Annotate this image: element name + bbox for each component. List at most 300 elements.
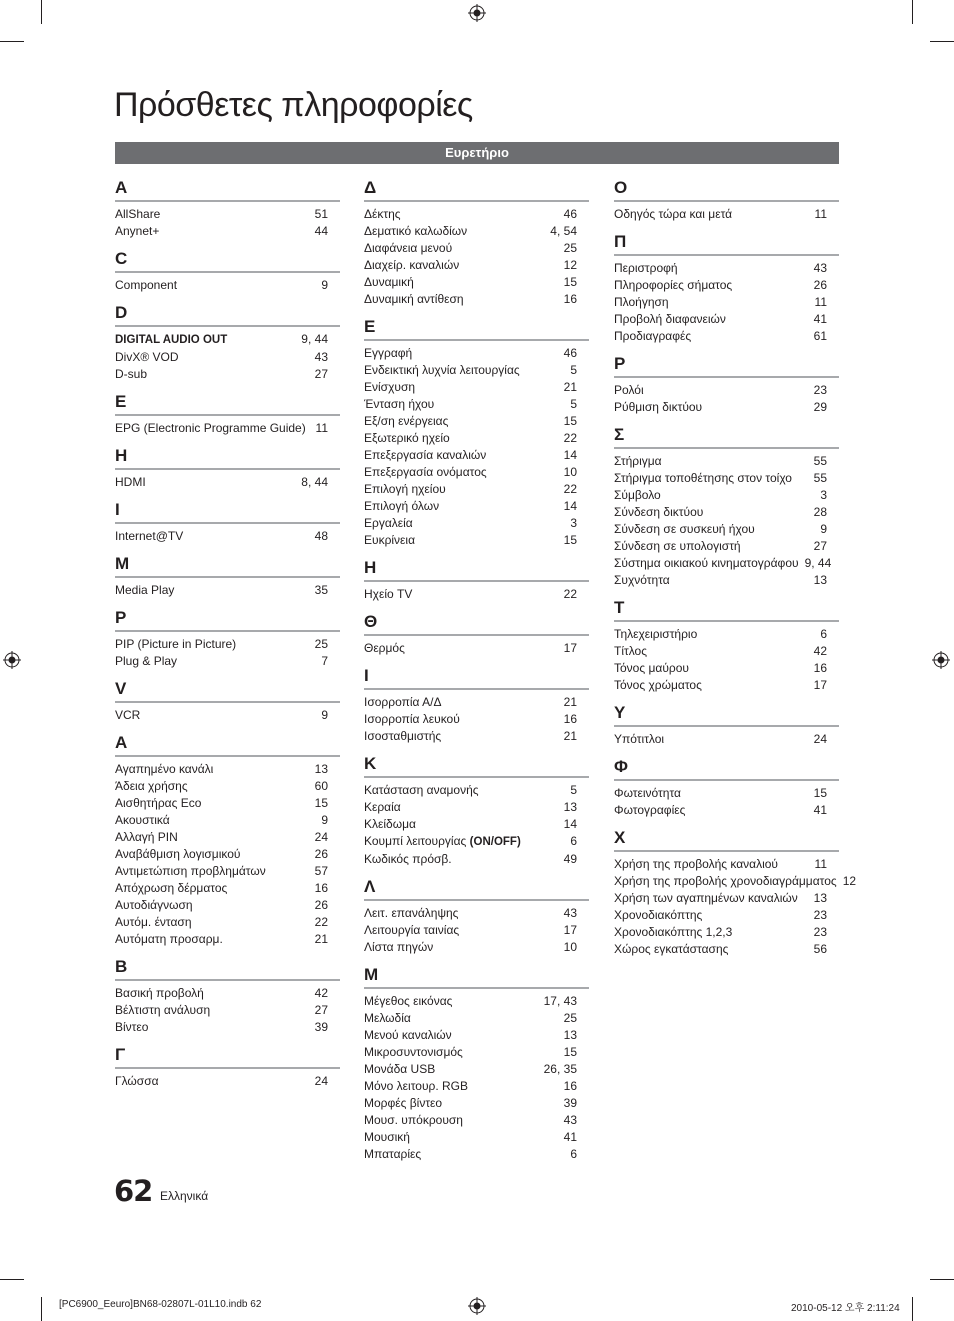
entry-term: [614, 453, 662, 470]
entry-term-text: DIGITAL AUDIO OUT: [115, 334, 228, 346]
entry-term-text: Βέλτιστη ανάλυση: [115, 1003, 211, 1017]
entry-term-text: Μπαταρίες: [364, 1147, 422, 1161]
section-letter: E: [115, 392, 127, 411]
entry-list: [614, 731, 839, 748]
entry-term-text: Ενίσχυση: [364, 380, 416, 394]
entry-term: [115, 474, 146, 491]
index-section: [115, 247, 340, 294]
index-section: [115, 1043, 340, 1090]
index-entry: [614, 873, 857, 890]
entry-page: 6: [820, 627, 827, 641]
entry-term: [364, 922, 459, 939]
entry-term: [115, 897, 193, 914]
section-divider: [614, 779, 839, 781]
index-entry: [364, 851, 577, 868]
entry-page: 22: [314, 915, 328, 929]
section-letter: Λ: [364, 877, 376, 896]
entry-term-text: Προδιαγραφές: [614, 329, 692, 343]
entry-term: [614, 294, 669, 311]
entry-page: 25: [314, 637, 328, 651]
entry-term-text: Χρονοδιακόπτης: [614, 908, 703, 922]
entry-term-text: Media Play: [115, 583, 175, 597]
index-entry: [115, 223, 328, 240]
entry-page: 11: [814, 207, 827, 221]
section-divider: [364, 200, 589, 202]
entry-page: 21: [314, 932, 328, 946]
entry-page: 49: [563, 852, 577, 866]
entry-page: 9: [321, 813, 328, 827]
entry-page: 9: [321, 278, 328, 292]
index-entry: [614, 572, 827, 589]
entry-list: [364, 345, 589, 549]
index-section: [364, 176, 589, 308]
entry-term: [115, 1002, 210, 1019]
entry-list: [614, 206, 839, 223]
entry-term-text: Λειτ. επανάληψης: [364, 906, 459, 920]
index-entry: [364, 1078, 577, 1095]
registration-mark-icon: [932, 651, 950, 669]
entry-term-text: Μουσική: [364, 1130, 410, 1144]
entry-term-text: Σύνδεση σε υπολογιστή: [614, 539, 741, 553]
index-entry: [364, 922, 577, 939]
section-letter: V: [115, 679, 127, 698]
entry-term: [614, 731, 664, 748]
entry-list: [115, 420, 340, 437]
index-entry: [115, 778, 328, 795]
index-column-3: [614, 176, 857, 965]
entry-list: [614, 453, 839, 589]
entry-list: [364, 782, 589, 868]
entry-term-text: Διαχείρ. καναλιών: [364, 258, 460, 272]
entry-page: 46: [563, 207, 577, 221]
entry-list: [614, 856, 857, 958]
index-section: [115, 552, 340, 599]
entry-term: [614, 555, 799, 572]
index-entry: [115, 795, 328, 812]
entry-page: 9: [820, 522, 827, 536]
index-entry: [364, 481, 577, 498]
entry-term-text: Μονάδα USB: [364, 1062, 436, 1076]
entry-page: 22: [563, 431, 577, 445]
entry-term-text: AllShare: [115, 207, 161, 221]
entry-list: [614, 626, 839, 694]
entry-term-text: Τόνος χρώματος: [614, 678, 702, 692]
index-entry: [115, 349, 328, 366]
entry-term-bold: (ON/OFF): [469, 836, 521, 848]
entry-term: [614, 890, 798, 907]
index-entry: [614, 890, 827, 907]
entry-term-text: Anynet+: [115, 224, 160, 238]
entry-term: [115, 349, 179, 366]
registration-mark-icon: [3, 651, 21, 669]
entry-term: [364, 1146, 421, 1163]
entry-term-text: Μενού καναλιών: [364, 1028, 452, 1042]
entry-list: [364, 993, 589, 1163]
index-section: [364, 752, 589, 868]
entry-term: [364, 532, 415, 549]
entry-term: [115, 985, 204, 1002]
entry-term-text: Αισθητήρας Eco: [115, 796, 202, 810]
section-divider: [115, 522, 340, 524]
entry-term: [364, 481, 446, 498]
entry-page: 21: [563, 729, 577, 743]
entry-term-text: Μουσ. υπόκρουση: [364, 1113, 463, 1127]
entry-term-text: Αυτόματη προσαρμ.: [115, 932, 223, 946]
entry-term: [614, 487, 661, 504]
section-letter: Γ: [115, 1045, 126, 1064]
entry-term: [364, 362, 520, 379]
entry-term: [364, 447, 486, 464]
index-entry: [614, 677, 827, 694]
entry-list: [115, 277, 340, 294]
index-entry: [614, 521, 827, 538]
section-divider: [614, 376, 839, 378]
entry-term: [364, 1061, 435, 1078]
entry-page: 16: [563, 1079, 577, 1093]
entry-term: [614, 802, 685, 819]
index-entry: [364, 694, 577, 711]
index-entry: [115, 1002, 328, 1019]
entry-page: 16: [563, 292, 577, 306]
entry-term: [115, 707, 140, 724]
entry-term-text: Αυτοδιάγνωση: [115, 898, 193, 912]
entry-term: [614, 470, 792, 487]
section-letter: A: [115, 178, 128, 197]
section-letter: D: [115, 303, 128, 322]
entry-page: 13: [563, 1028, 577, 1042]
crop-mark: [41, 0, 42, 24]
entry-page: 6: [570, 834, 577, 848]
entry-page: 27: [813, 539, 827, 553]
index-entry: [364, 498, 577, 515]
entry-term-text: Πληροφορίες σήματος: [614, 278, 733, 292]
entry-term: [364, 291, 464, 308]
entry-page: 26: [314, 847, 328, 861]
section-divider: [115, 755, 340, 757]
index-section: [614, 596, 839, 694]
entry-term-text: Δέκτης: [364, 207, 401, 221]
entry-term: [115, 331, 227, 349]
entry-list: [364, 586, 589, 603]
entry-page: 44: [314, 224, 328, 238]
entry-page: 9, 44: [301, 332, 328, 346]
section-divider: [364, 987, 589, 989]
section-divider: [115, 468, 340, 470]
entry-page: 27: [314, 367, 328, 381]
entry-page: 15: [563, 533, 577, 547]
section-divider: [364, 580, 589, 582]
entry-list: [364, 694, 589, 745]
entry-term-text: Βίντεο: [115, 1020, 149, 1034]
entry-term-text: Αλλαγή PIN: [115, 830, 178, 844]
section-letter: Ι: [364, 666, 369, 685]
entry-term: [364, 799, 401, 816]
index-entry: [115, 761, 328, 778]
index-entry: [115, 985, 328, 1002]
index-entry: [614, 328, 827, 345]
entry-term: [115, 829, 178, 846]
section-letter: Σ: [614, 425, 625, 444]
entry-page: 43: [563, 1113, 577, 1127]
entry-term: [364, 274, 414, 291]
entry-term-text: Ακουστικά: [115, 813, 170, 827]
entry-list: [614, 260, 839, 345]
index-section: [364, 556, 589, 603]
entry-term-text: Μέγεθος εικόνας: [364, 994, 453, 1008]
entry-term-text: Εξ/ση ενέργειας: [364, 414, 449, 428]
entry-term-text: Στήριγμα τοποθέτησης στον τοίχο: [614, 471, 792, 485]
entry-term-text: Εγγραφή: [364, 346, 413, 360]
entry-page: 43: [314, 350, 328, 364]
index-section: [364, 664, 589, 745]
entry-term-text: Οδηγός τώρα και μετά: [614, 207, 733, 221]
entry-page: 9, 44: [804, 556, 832, 570]
entry-term-text: Μελωδία: [364, 1011, 411, 1025]
index-entry: [115, 897, 328, 914]
entry-term: [614, 521, 755, 538]
entry-term: [364, 939, 433, 956]
entry-term: [364, 413, 448, 430]
section-letter: Μ: [364, 965, 379, 984]
entry-page: 26: [813, 278, 827, 292]
entry-page: 3: [570, 516, 577, 530]
entry-term-text: Απόχρωση δέρματος: [115, 881, 228, 895]
index-entry: [614, 643, 827, 660]
entry-page: 55: [813, 454, 827, 468]
entry-term: [115, 366, 147, 383]
entry-term: [115, 795, 201, 812]
entry-page: 39: [314, 1020, 328, 1034]
entry-term: [614, 206, 732, 223]
entry-page: 23: [813, 383, 827, 397]
section-divider: [115, 271, 340, 273]
entry-page: 28: [813, 505, 827, 519]
entry-term: [614, 873, 837, 890]
entry-term: [614, 260, 678, 277]
entry-list: [614, 785, 839, 819]
entry-term: [364, 993, 452, 1010]
entry-term: [115, 582, 174, 599]
entry-term: [364, 498, 439, 515]
entry-page: 5: [570, 397, 577, 411]
entry-term-text: Επεξεργασία ονόματος: [364, 465, 487, 479]
section-divider: [115, 701, 340, 703]
entry-term-text: Ένταση ήχου: [364, 397, 435, 411]
entry-page: 60: [314, 779, 328, 793]
index-entry: [364, 223, 577, 240]
entry-term-text: Τηλεχειριστήριο: [614, 627, 698, 641]
index-section: [364, 963, 589, 1163]
entry-term: [614, 311, 726, 328]
index-entry: [364, 291, 577, 308]
entry-page: 15: [563, 1045, 577, 1059]
crop-mark: [41, 1297, 42, 1321]
section-divider: [364, 776, 589, 778]
index-entry: [364, 640, 577, 657]
entry-page: 5: [570, 783, 577, 797]
section-letter: Ε: [364, 317, 376, 336]
entry-term-text: Επεξεργασία καναλιών: [364, 448, 487, 462]
entry-page: 41: [813, 312, 827, 326]
entry-page: 13: [813, 891, 827, 905]
entry-term: [364, 396, 434, 413]
entry-term-text: Κατάσταση αναμονής: [364, 783, 479, 797]
entry-page: 24: [314, 1074, 328, 1088]
section-letter: Φ: [614, 757, 628, 776]
section-divider: [115, 630, 340, 632]
entry-page: 11: [315, 421, 328, 435]
index-section: [115, 176, 340, 240]
entry-term: [364, 711, 460, 728]
entry-term: [115, 277, 177, 294]
entry-term-text: Σύνδεση δικτύου: [614, 505, 704, 519]
entry-term: [614, 328, 691, 345]
entry-term-text: Ηχείο TV: [364, 587, 413, 601]
index-entry: [115, 1019, 328, 1036]
entry-term: [115, 528, 183, 545]
index-entry: [364, 430, 577, 447]
entry-term-text: Plug & Play: [115, 654, 178, 668]
entry-list: [115, 331, 340, 383]
index-entry: [614, 856, 827, 873]
entry-term: [614, 277, 732, 294]
entry-term: [364, 782, 479, 799]
entry-list: [364, 640, 589, 657]
entry-page: 6: [570, 1147, 577, 1161]
entry-page: 7: [321, 654, 328, 668]
index-entry: [614, 277, 827, 294]
entry-term-text: Πλοήγηση: [614, 295, 669, 309]
entry-list: [115, 707, 340, 724]
entry-page: 51: [314, 207, 328, 221]
index-section: [364, 875, 589, 956]
entry-term: [614, 924, 732, 941]
index-entry: [364, 1044, 577, 1061]
entry-page: 42: [813, 644, 827, 658]
index-entry: [364, 905, 577, 922]
entry-term-text: Σύστημα οικιακού κινηματογράφου: [614, 556, 799, 570]
index-entry: [614, 487, 827, 504]
section-letter: C: [115, 249, 128, 268]
entry-term-text: Φωτεινότητα: [614, 786, 681, 800]
entry-term: [364, 1044, 463, 1061]
entry-term-text: VCR: [115, 708, 141, 722]
entry-term: [115, 863, 266, 880]
entry-list: [115, 1073, 340, 1090]
entry-term-text: Δυναμική: [364, 275, 414, 289]
entry-term: [614, 643, 647, 660]
crop-mark: [912, 0, 913, 24]
index-section: [614, 423, 839, 589]
section-divider: [115, 576, 340, 578]
section-letter: Α: [115, 733, 128, 752]
entry-page: 16: [314, 881, 328, 895]
entry-term-text: Κουμπί λειτουργίας: [364, 834, 467, 848]
entry-term-text: Αντιμετώπιση προβλημάτων: [115, 864, 266, 878]
index-entry: [364, 1027, 577, 1044]
entry-term-text: Μικροσυντονισμός: [364, 1045, 463, 1059]
entry-page: 11: [814, 295, 827, 309]
entry-term: [364, 586, 412, 603]
index-entry: [614, 907, 827, 924]
entry-term: [115, 653, 177, 670]
entry-page: 11: [814, 857, 827, 871]
entry-term: [115, 206, 160, 223]
crop-mark: [0, 41, 24, 42]
entry-term: [115, 1073, 159, 1090]
index-column-2: [364, 176, 589, 1170]
entry-term-text: Στήριγμα: [614, 454, 662, 468]
entry-term-text: Μορφές βίντεο: [364, 1096, 443, 1110]
entry-list: [115, 636, 340, 670]
entry-term-text: Δεματικό καλωδίων: [364, 224, 468, 238]
print-datetime: 2010-05-12 오후 2:11:24: [791, 1303, 900, 1314]
entry-page: 29: [813, 400, 827, 414]
entry-term-text: Χρήση της προβολής χρονοδιαγράμματος: [614, 874, 837, 888]
entry-term: [614, 941, 728, 958]
entry-term: [115, 778, 188, 795]
entry-term-text: Επιλογή ηχείου: [364, 482, 446, 496]
entry-term: [614, 907, 702, 924]
index-entry: [364, 362, 577, 379]
entry-page: 14: [563, 499, 577, 513]
entry-term-text: Κωδικός πρόσβ.: [364, 852, 452, 866]
index-entry: [115, 420, 328, 437]
index-section: [115, 390, 340, 437]
index-entry: [115, 528, 328, 545]
page-title: Πρόσθετες πληροφορίες: [114, 86, 473, 124]
entry-list: [115, 985, 340, 1036]
index-entry: [115, 707, 328, 724]
entry-page: 8, 44: [301, 475, 328, 489]
entry-page: 26, 35: [543, 1062, 577, 1076]
index-section: [364, 315, 589, 549]
entry-page: 55: [813, 471, 827, 485]
entry-list: [115, 582, 340, 599]
index-entry: [115, 277, 328, 294]
index-entry: [364, 782, 577, 799]
entry-page: 15: [563, 414, 577, 428]
index-column-1: [115, 176, 340, 1097]
entry-term: [115, 846, 240, 863]
entry-term: [364, 240, 452, 257]
entry-term: [115, 636, 236, 653]
section-divider: [115, 414, 340, 416]
index-entry: [115, 931, 328, 948]
entry-page: 10: [563, 465, 577, 479]
entry-term: [115, 1019, 148, 1036]
entry-page: 61: [813, 329, 827, 343]
section-divider: [614, 200, 839, 202]
entry-term-text: Περιστροφή: [614, 261, 678, 275]
section-letter: Ο: [614, 178, 628, 197]
entry-list: [115, 474, 340, 491]
entry-page: 15: [314, 796, 328, 810]
entry-term: [614, 504, 703, 521]
index-entry: [115, 846, 328, 863]
entry-term-text: Επιλογή όλων: [364, 499, 440, 513]
entry-term-text: Τίτλος: [614, 644, 648, 658]
entry-term: [364, 345, 412, 362]
entry-term-text: Αγαπημένο κανάλι: [115, 762, 214, 776]
entry-term-text: EPG (Electronic Programme Guide): [115, 421, 306, 435]
entry-term-text: Άδεια χρήσης: [115, 779, 188, 793]
entry-page: 23: [813, 925, 827, 939]
section-divider: [115, 200, 340, 202]
entry-page: 17: [813, 678, 827, 692]
entry-term: [614, 626, 697, 643]
index-entry: [614, 802, 827, 819]
